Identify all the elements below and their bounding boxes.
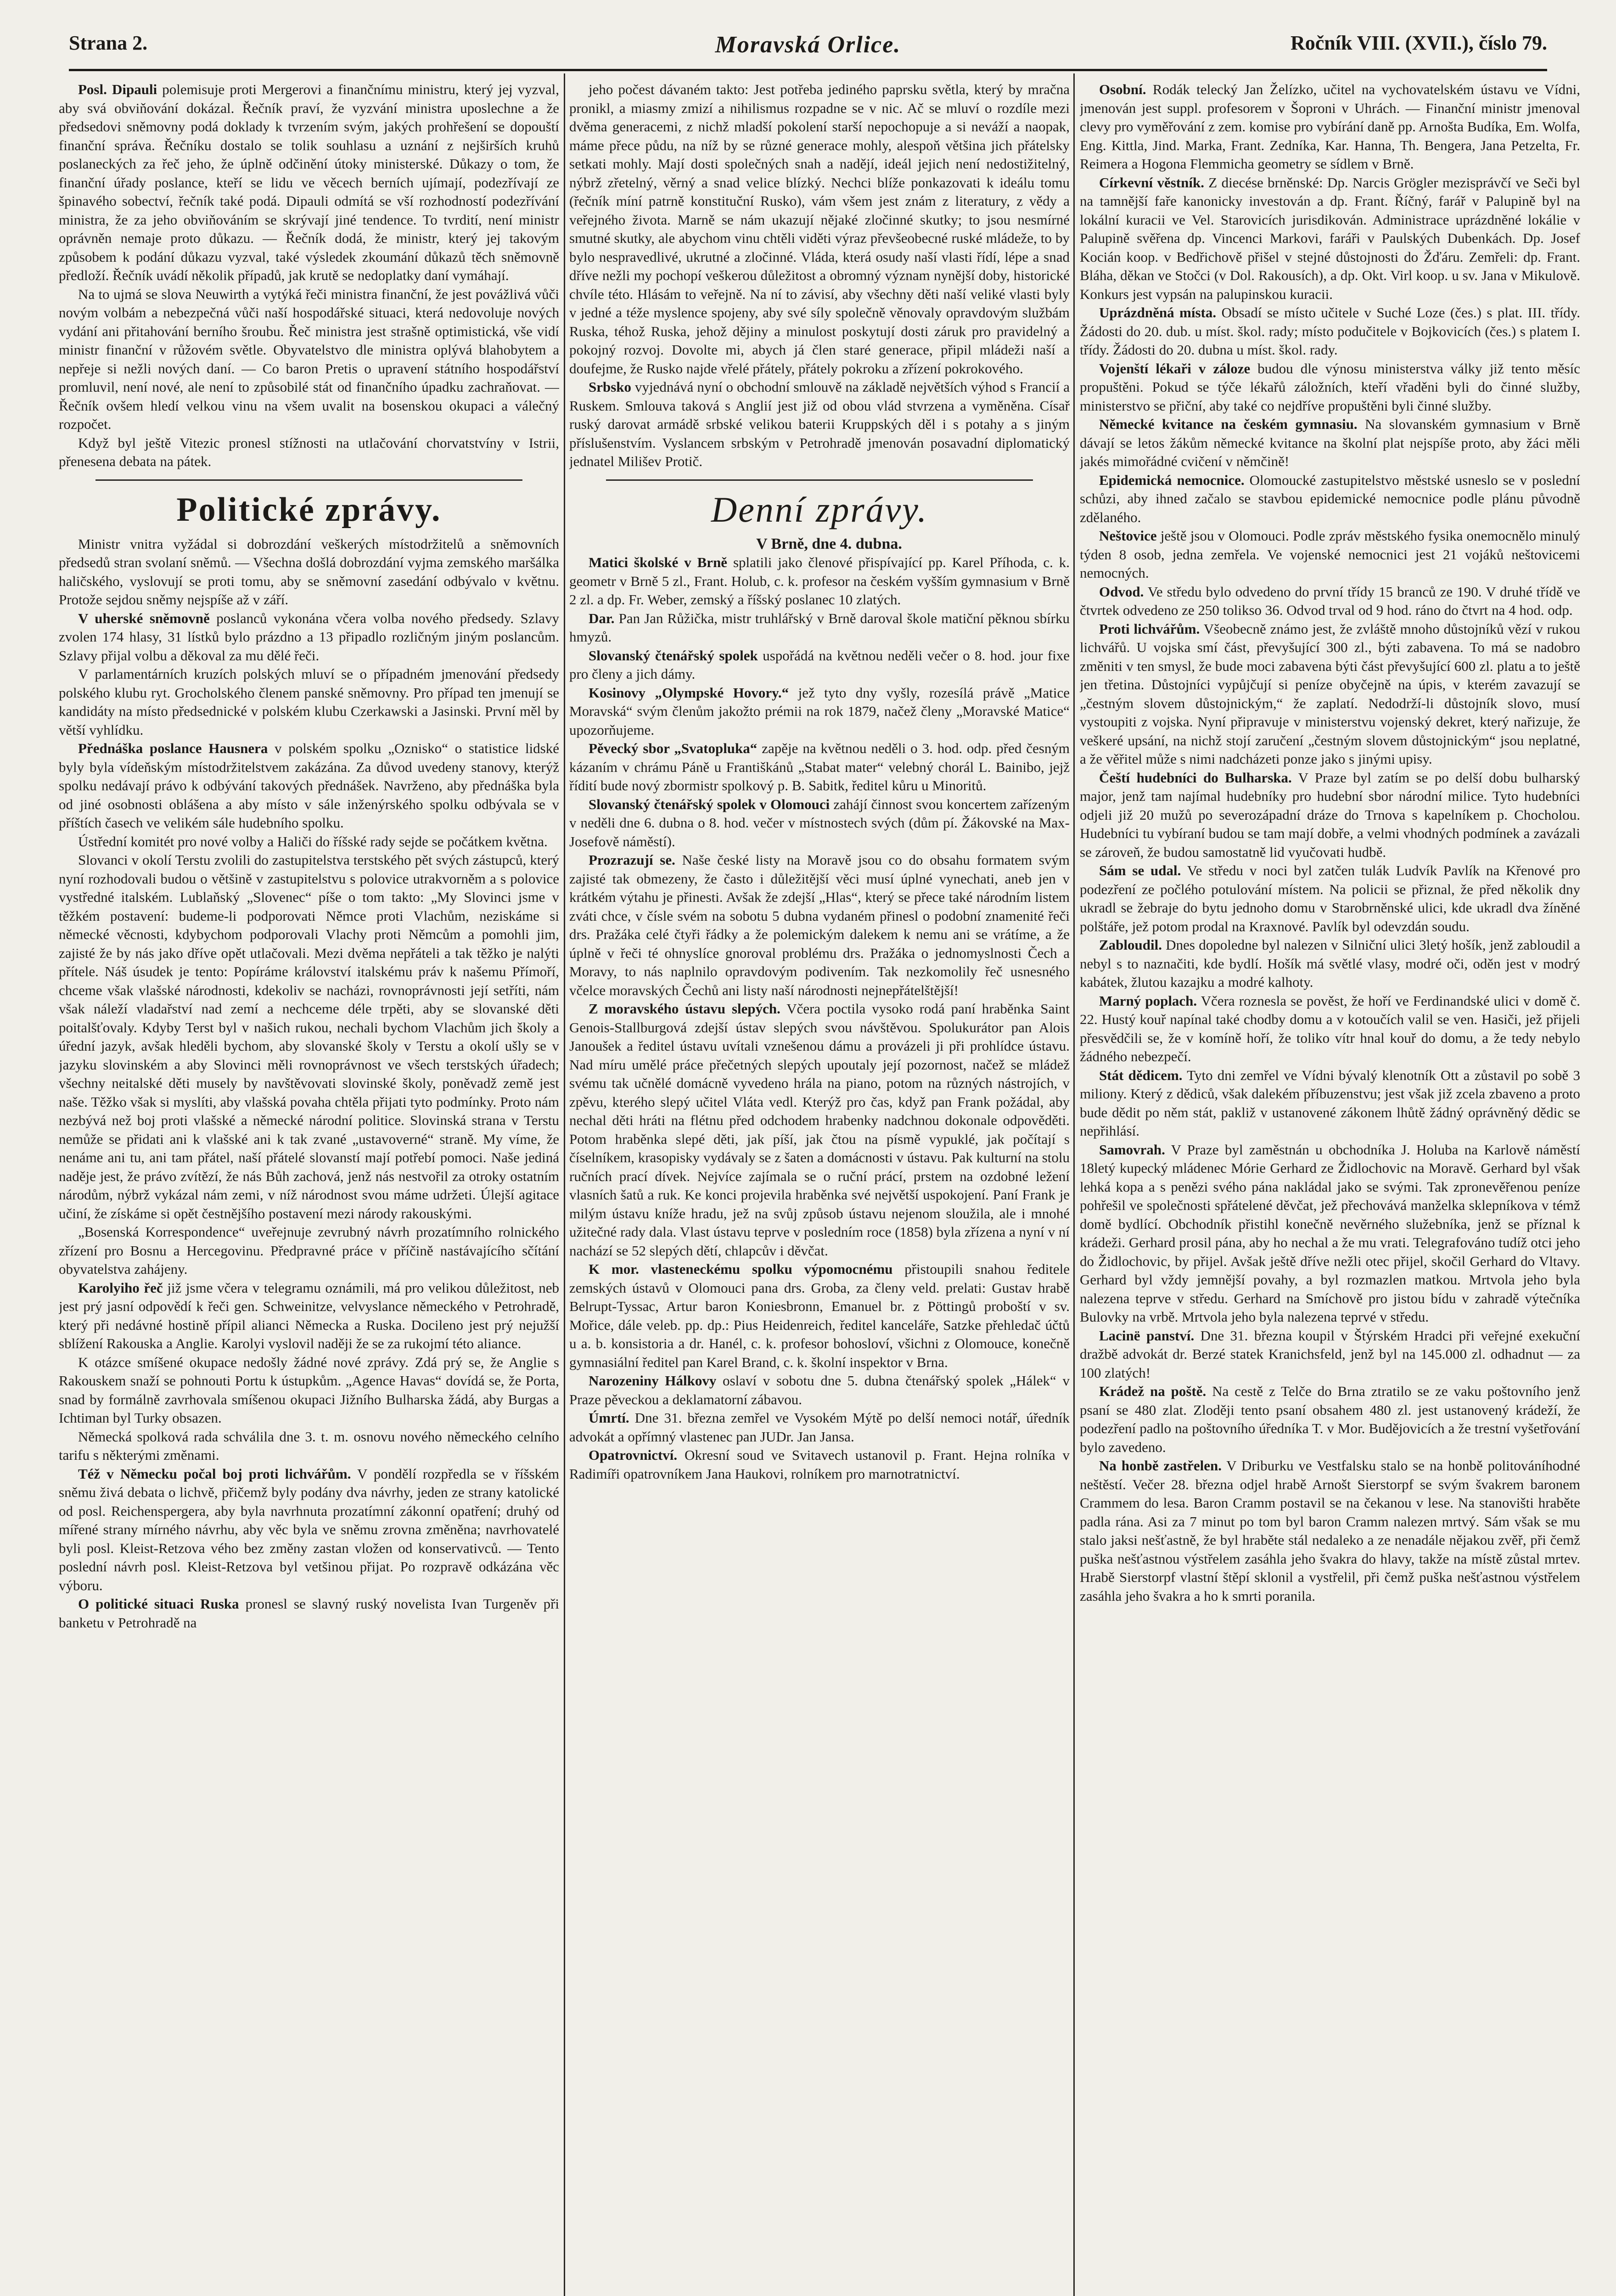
news-item: Epidemická nemocnice. Olomoucké zastupitelstvo městské usneslo se v poslední schůzi, aby ihned začalo se stavbou epidemické nemocnice podle plánu původně zdělaného. (1080, 472, 1580, 525)
news-item: K otázce smíšené okupace nedošly žádné nové zprávy. Zdá prý se, že Anglie s Rakouskem snaží se pohnouti Portu k ústupkům. „Agence Havas“ dovídá se, že Porta, snad by formálně zavrhovala smíšenou okupaci Jižního Bulharska žádá, aby Burgas a Ichtiman byl Turky obsazen. (59, 1354, 559, 1426)
news-item: Srbsko vyjednává nyní o obchodní smlouvě na základě největších výhod s Francií a Ruskem. Smlouva taková s Anglií jest již od obou vlád stvrzena a vyměněna. Císař ruský darovat armádě srbské velikou baterii Kruppských děl i s potahy a s jiným příslušenstvím. Vyslancem srbským v Petrohradě jmenován posavadní diplomatický jednatel Milišev Protič. (569, 379, 1070, 469)
header-rule (69, 69, 1547, 71)
news-item: Proti lichvářům. Všeobecně známo jest, že zvláště mnoho důstojníků vězí v rukou lichvářů. U vojska smí část, převyšující 300 zl., býti zabavena. To má se nadobro změniti v ten smysl, že bude moci zabavena býti část převyšující 600 zl. platu a to ještě jen třetina. Důstojníci vypůjčují si peníze obyčejně na úpis, v kterém zavazují se „čestným slovem důstojnickým,“ že zaplatí. Nedodrží-li důstojník slovo, musí vystoupiti z vojska. Nyní připravuje v ministerstvu vojenský dekret, který nařizuje, že veškeré upsání, na nichž stojí zaručení „čestným slovem důstojnickým“ jsou neplatné, a že věřitel může s nimi nadcházeti ponze jako s jinými upisy. (1080, 620, 1580, 767)
article-paragraph: Když byl ještě Vitezic pronesl stížnosti na utlačování chorvatstvíny v Istrii, přenesena debata na pátek. (59, 434, 559, 469)
section-rule (95, 479, 522, 481)
section-title: Denní zprávy. (711, 489, 928, 529)
volume-issue: Ročník VIII. (XVII.), číslo 79. (1290, 32, 1547, 54)
news-item: O politické situaci Ruska pronesl se slavný ruský novelista Ivan Turgeněv při banketu v Petrohradě na (59, 1596, 559, 1631)
news-item: „Bosenská Korrespondence“ uveřejnuje zevrubný návrh prozatímního rolnického zřízení pro Bosnu a Hercegovinu. Předpravné práce v příčině nastávajícího sčítání obyvatelstva zahájeny. (59, 1224, 559, 1277)
news-item: Uprázdněná místa. Obsadí se místo učitele v Suché Loze (čes.) s plat. III. třídy. Žádosti do 20. dub. u míst. škol. rady; místo podučitele v Bojkovicích (čes.) s platem I. třídy. Žádosti do 20. dubna u míst. škol. rady. (1080, 304, 1580, 358)
news-item: Německá spolková rada schválila dne 3. t. m. osnovu nového německého celního tarifu s některými změnami. (59, 1428, 559, 1463)
news-item: Slovanský čtenářský spolek v Olomouci zahájí činnost svou koncertem zařízeným v neděli dne 6. dubna o 8. hod. večer v místnostech svých (dům pí. Žákovské na Max-Josefově náměstí). (569, 796, 1070, 850)
news-item: Narozeniny Hálkovy oslaví v sobotu dne 5. dubna čtenářský spolek „Hálek“ v Praze pěveckou a deklamatorní zábavou. (569, 1373, 1070, 1407)
news-item: Krádež na poště. Na cestě z Telče do Brna ztratilo se ze vaku poštovního jenž psaní se 480 zlat. Zloději tento psaní obsahem 480 zl. jest ustanovený krádeží, že podezření padlo na poštovního úředníka T. v Mor. Budějovicích a že trestní vyšetřování bylo zavedeno. (1080, 1383, 1580, 1455)
news-item: Matici školské v Brně splatili jako členové přispívající pp. Karel Příhoda, c. k. geometr v Brně 5 zl., Frant. Holub, c. k. profesor na českém vyšším gymnasium v Brně 2 zl. a dp. Fr. Weber, zemský a říšský poslanec 10 zlatých. (569, 554, 1070, 608)
news-item: Čeští hudebníci do Bulharska. V Praze byl zatím se po delší dobu bulharský major, jenž tam najímal hudebníky pro hudební sbor národní milice. Tyto hudebníci odjeli již 20 mužů po severozápadní dráze do Trnova s kapelníkem p. Chocholou. Hudebníci tu vybíraní budou se tam mají dobře, a velmi vhodných podmínek a zavázali se zároveň, že budou samostatně lid vyučovati hudbě. (1080, 769, 1580, 860)
news-item: Slovanci v okolí Terstu zvolili do zastupitelstva terstského pět svých zástupců, který nyní rozhodovali budou o většině v zastupitelstvu s polovice utrakvorněm a s polovice vystředné italském. Lublaňský „Slovenec“ píše o tom takto: „My Slovinci jsme v těžkém postavení: budeme-li podporovati Němce proti Vlachům, neziskáme si německé věcnosti, kdybychom podporovali Vlachy proti Němcům a pomohli jim, zajisté že by nás jako dříve opět utlačovali. Mezi dvěma nepřáteli a tak těžko je nalýti přítele. Náš úsudek je tento: Popíráme království italskému práv k našemu Přímoří, chceme však vlašské národnosti, kdekoliv se nacházi, rovnoprávnosti její setříti, nám však náleží vladařství nad zemí a nechceme déle trpěti, aby se slovanské děti poitalšťovaly. Kdyby Terst byl v našich rukou, nechali bychom Vlachům jich školy a úřední jazyk, avšak hleděli bychom, aby slovanské školy v Terstu a okolí ušly se v jazyku slovinském a aby Slovinci měli rovnoprávnost ve všech terstských úřadech; všechny neitalské děti musely by navštěvovati slovinské školy, poněvadž země jest naše. Těžko však si myslíti, aby vlašská povaha chtěla přijati tyto podmínky. Proto nám nezbývá než boj proti vlašské a německé národní politice. Slovinská strana v Terstu nemůže se přidati ani k vlašské ani k tak zvané „ustavoverné“ straně. My víme, že nenáme ani tu, ani tam přátel, naší přátelé slovanstí mají potřebí pomoci. Naše jediná naděje jest, že právo zvítězí, že nás Bůh zachová, jenž nás nestvořil za otroky ostatním národům, nýbrž vykázal nám zemi, v níž národnost svou máme udržeti. Úlejší agitace učiní, že získáme si opět čestnějšího postavení mezi národy rakouskými. (59, 852, 559, 1221)
news-item: Karolyiho řeč již jsme včera v telegramu oznámili, má pro velikou důležitost, neb jest prý jasní odpovědí k řeči gen. Schweinitze, velvyslance německého v Petrohradě, který při nedávné hostině přípil alianci Německa a Ruska. Docileno jest prý nejužší sblížení Rakouska a Anglie. Karolyi vyslovil naději že se za rukojmí této aliance. (59, 1279, 559, 1351)
section-rule (606, 479, 1033, 481)
news-item: Marný poplach. Včera roznesla se pověst, že hoří ve Ferdinandské ulici v domě č. 22. Hustý kouř napínal také chodby domu a v kotoučích valil se ven. Hasiči, jež přijeli přesvědčili se, že v komíně hoří, že toliko vítr hnal kouř do domu, a že tedy nebylo žádného nebezpečí. (1080, 992, 1580, 1064)
column-3 (1080, 80, 1580, 2296)
news-item: Německé kvitance na českém gymnasiu. Na slovanském gymnasium v Brně dávají se letos žákům německé kvitance na školní plat nejspíše proto, aby žáci měli jakés mimořádné cvičení v němčině! (1080, 416, 1580, 469)
news-item: Sám se udal. Ve středu v noci byl zatčen tulák Ludvík Pavlík na Křenové pro podezření ze počlého potulování místem. Na policii se přiznal, že před několik dny ukradl se žebraje do bytu jednoho domu v Starobrněnské ulici, kde ukradl dva žíněné polštáře, jež potom prodal na Kraxnové. Pavlík byl odevzdán soudu. (1080, 862, 1580, 934)
news-item: Osobní. Rodák telecký Jan Želízko, učitel na vychovatelském ústavu ve Vídni, jmenován jest suppl. profesorem v Šoproni v Uhrách. — Finanční ministr jmenoval clevy pro vyměřování z zem. komise pro vybírání daně pp. Arnošta Budíka, Em. Wolfa, Eng. Kittla, Jind. Marka, Frant. Zedníka, Kar. Hanna, Th. Bengera, Jana Petzelta, Fr. Reimera a Hogona Flemmicha geometry se sídlem v Brně. (1080, 81, 1580, 172)
news-item: Dar. Pan Jan Růžička, mistr truhlářský v Brně daroval škole matiční pěknou sbírku hmyzů. (569, 610, 1070, 645)
news-item: Z moravského ústavu slepých. Včera poctila vysoko rodá paní hraběnka Saint Genois-Stallburgová zdejší ústav slepých svou návštěvou. Spolukurátor pan Alois Janoušek a ředitel ústavu uvítali vznešenou dámu a provázeli ji při prohlídce ústavu. Nad míru umělé práce přečetných slepých upoutaly její pozornost, načež se mládež svému tak učnělé domácně vyvedeno hrála na piano, potom na různých nástrojích, v zpěvu, kterého slepý učitel Vláta vedl. Kterýž pro čas, když pan Frank požádal, aby nechal děti hráti na flétnu před odchodem hrabenky nadchnou dokonale odpověděti. Potom hraběnka slepé děti, jak píší, jak čtou na písmě vypuklé, jak počítají s číselníkem, krasopisky vydávaly se z šaten a domácnosti v ústavu. Pak kulturní na stolu ručních prací dívek. Nejvíce zajímala se o ruční prácí, prstem na ozdobné ležení vlasních šatů a ruk. Ke konci projevila hraběnka své největší uspokojení. Paní Frank je milým ústavu kníže hradu, jež na svůj způsob ústavu nejenom sloužila, ale i mnohé užitečné rady dala. Vlast ústavu teprve v posledním roce (1858) byla zřízena a nyní v ní nachází se 52 slepých dětí, chlapcův i děvčat. (569, 1001, 1070, 1259)
news-item: V parlamentárních kruzích polských mluví se o případném jmenování předsedy polského klubu ryt. Grocholského členem panské sněmovny. Pro případ ten jmenují se kandidáty na místo předsednické v polském klubu Czerkawski a Jasinski. První měl by větší vyhlídku. (59, 666, 559, 738)
article-paragraph: Posl. Dipauli polemisuje proti Mergerovi a finančnímu ministru, který jej vyzval, aby svá obviňování dokázal. Řečník praví, že vyzvání ministra uposlechne a že předsedovi sněmovny podá doklady k tvrzením svým, jakých prohřešení se dopouští finanční správa. Řečníku dostalo se tolik souhlasu a uznání z nejširších kruhů poslaneckých za řeč jeho, že úplně odčinění útoky ministerské. Důkazy o tom, že finanční úřady poslance, kteří se lidu ve věcech berních ujímají, podezřívají ze špinavého sobectví, řečník také podá. Dipauli odmítá se vší rozhodností podezřívání ministra, že za jeho obviňováním se skrývají jiné tendence. To tvrdití, není ministr oprávněn nemaje proto důkazu. — Řečník dodá, že ministr, který jej takovým způsobem k podání důkazu vyzval, také výsledek zkoumání důkazů těch sněmovně předloží. Řečník uvádí několik případů, jak krutě se nedoplatky daní vymáhají. (59, 81, 559, 283)
news-item: Samovrah. V Praze byl zaměstnán u obchodníka J. Holuba na Karlově náměstí 18letý kupecký mládenec Mórie Gerhard ze Židlochovic na Moravě. Gerhard byl však lehká kopa a s penězi svého pána nakládal jako se svými. Tak zpronevěřenou peníze pohřešil ve společnosti spřátelené děvčat, jež přechovává manželka sklepníkova v témž domě bydlící. Obchodník přistihl konečně nevěrného služebníka, jenž se příznal k krádeži. Gerhard prosil pána, aby ho nechal a že mu vrati. Telegrafováno tudíž otci jeho do Židlochovic, by přijel. Avšak ještě dříve nežli otec přijel, skočil Gerhard do Vltavy. Gerhard byl vždy jemnější povahy, a byl rozmazlen matkou. Mrtvola jeho byla nalezena teprve v středu. Gerhard na Smíchově pro jistou bídu v zahradě výtečníka Bulovky na vrbě. Mrtvola jeho byla nalezena teprvé v středu. (1080, 1141, 1580, 1325)
news-item: V uherské sněmovně poslanců vykonána včera volba nového předsedy. Szlavy zvolen 174 hlasy, 31 lístků bylo prázdno a 13 připadlo rozličným jiným poslancům. Szlavy přijal volbu a děkoval za mu dělé řeči. (59, 610, 559, 664)
news-item: Opatrovnictví. Okresní soud ve Svitavech ustanovil p. Frant. Hejna rolníka v Radimíři opatrovníkem Jana Haukovi, rolníkem pro marnotratnictví. (569, 1447, 1070, 1482)
news-item: Též v Německu počal boj proti lichvářům. V pondělí rozpředla se v říšském sněmu živá debata o lichvě, přičemž byly podány dva návrhy, jeden ze strany katolické od posl. Reichenspergera, aby byla navrhnuta prozatímní zákonní opatření; druhý od mířené strany mírného návrhu, aby věc byla ve sněmu zrovna změněna; navrhovatelé byli posl. Kleist-Retzova vého bez změny zastan vložen od konservativců. — Tento poslední návrh posl. Kleist-Retzova byl vetšinou přijat. Po rozpravě odkázána věc výboru. (59, 1465, 559, 1593)
news-item: Na honbě zastřelen. V Driburku ve Vestfalsku stalo se na honbě politováníhodné neštěstí. Večer 28. března odjel hrabě Arnošt Sierstorpf se svým švakrem baronem Crammem do lesa. Baron Cramm postavil se na čekanou v lese. Na stanovišti hraběte padla rána. Asi za 7 minut po tom byl baron Cramm nalezen mrtvý. Sám však se mu stalo jaksi nešťastně, že byl hraběte stál nedaleko a ze nenadále nějakou zvěř, při čemž puška nešťastnou výstřelem zasáhla jeho švakra do hlavy, takže na místě zůstal mrtev. Hrabě Sierstorpf vlastní štěpí sklonil a vystřelil, při čemž puška nešťastnou výstřelem zasáhla jeho švakra a ho k smrti poranila. (1080, 1458, 1580, 1604)
news-item: Slovanský čtenářský spolek uspořádá na květnou neděli večer o 8. hod. jour fixe pro členy a jich dámy. (569, 647, 1070, 682)
news-item: Úmrtí. Dne 31. března zemřel ve Vysokém Mýtě po delší nemoci notář, úředník advokát a opřímný vlastenec pan JUDr. Jan Jansa. (569, 1410, 1070, 1445)
article-paragraph: Na to ujmá se slova Neuwirth a vytýká řeči ministra finanční, že jest povážlivá vůči novým volbám a nebezpečná vůči naší hospodářské situaci, která nedovoluje nových vydání ani přitahování berního šroubu. Řeč ministra jest strašně optimistická, vše vidí ministr finanční v růžovém světle. Obyvatelstvo dle ministra oplývá blahobytem a nepřeje si nežli nových daní. — Co baron Pretis o upravení státního hospodářství promluvil, není nové, ale není to způsobilé stát od finančního úpadku zachraňovat. — Řečník ovšem hledí velkou vinu na všem uvalit na bosenskou okupaci a válečný rozpočet. (59, 286, 559, 432)
column-divider (564, 73, 565, 2296)
news-item: Vojenští lékaři v záloze budou dle výnosu ministerstva války již tento měsíc propuštěni. Pokud se týče lékařů záložních, kteří vřaděni byli do činné služby, ministerstvo se přiční, aby také co nejdříve propuštěni byli činné služby. (1080, 360, 1580, 414)
news-item: Lacinё panství. Dne 31. března koupil v Štýrském Hradci při veřejné exekuční dražbě advokát dr. Berzé statek Kranichsfeld, jenž byl na 145.000 zl. odhadnut — za 100 zlatých! (1080, 1327, 1580, 1381)
masthead-title: Moravská Orlice. (715, 32, 901, 58)
section-title: Politické zprávy. (176, 490, 442, 529)
news-item: Prozrazují se. Naše české listy na Moravě jsou co do obsahu formatem svým zajisté tak obmezeny, že často i důležitější věci musí úplné vynechati, aneb jen v krátkém výtahu je přinesti. Avšak že zdejší „Hlas“, který se přece také národním listem zváti chce, v čísle svém na sobotu 5 dubna vydaném přinesl o podobní znamenité řeči drs. Pražáka celé čtyři řádky a že polemickým dalekem k nemu ani se vrátíme, a že úplně v řeči té ohnyslíce gnoroval problému drs. Pražáka o jednomyslnosti Čech a Moravy, to nás naplnilo opravdovým podivením. Tak nezkomolily řeč usnesného včelce moravských Čechů ani listy naší národnosti nejnepřátelštější! (569, 852, 1070, 998)
article-paragraph: jeho počest dávaném takto: Jest potřeba jediného paprsku světla, který by mračna pronikl, a miasmy zmizí a nihilismus rozpadne se v nic. Ač se mluví o rozdíle mezi dvěma generacemi, z nichž mladší pokolení starší nepochopuje a si neváží a naopak, máme přece půdu, na níž by se různé generace mohly, alespoň většina jich přátelsky setkati mohly. Mají dosti společných snah a nadějí, ideál jejich není nedostižitelný, nýbrž zřetelný, věrný a snad velice blízký. Nechci blíže ponkazovati k ideálu tomu (řečník míní patrně konstituční Rusko), vám všem jest znám z literatury, z vědy a veřejného života. Marně se nám ukazují nějaké zločinné skutky; to jsou nesmírné smutné skutky, ale abychom vinu chtěli viděti výraz převšeobecné ruské mládeže, to by bylo nespravedlivé, ukrutné a zločinné. Vláda, která osudy naší vlasti řídí, lépe a snad dříve nežli my pochopí veškerou důležitost a obromný význam nynější doby, historické chvíle této. Hlásám to veřejně. Na ní to závisí, aby všechny děti naší veliké vlasti byly v jedné a téže myslence spojeny, aby své síly společně věnovaly opravdovým službám Ruska, téhož Ruska, jehož dějiny a minulost poskytují dosti záruk pro pravidelný a pokojný rozvoj. Dovolte mi, abych já člen staré generace, připil mládeži naší a doufejme, že Rusko najde vřelé přátely, přátely pokroku a zřízení pokrokového. (569, 81, 1070, 377)
news-item: Odvod. Ve středu bylo odvedeno do první třídy 15 branců ze 190. V druhé třídě ve čtvrtek odvedeno ze 250 tolikso 36. Odvod trval od 9 hod. ráno do čtvrt na 4 hod. odp. (1080, 583, 1580, 618)
news-item: Kosinovy „Olympské Hovory.“ jež tyto dny vyšly, rozesílá právě „Matice Moravská“ svým členům jakožto prémii na rok 1879, načež členy „Moravské Matice“ upozorňujeme. (569, 684, 1070, 738)
news-item: Zabloudil. Dnes dopoledne byl nalezen v Silniční ulici 3letý hošík, jenž zabloudil a nebyl s to naznačiti, kde bydlí. Hošík má světlé vlasy, modré oči, oděn jest v modrý kabátek, žlutou kazajku a modré kalhoty. (1080, 937, 1580, 990)
page-header (69, 31, 1547, 73)
column-divider (1073, 73, 1075, 2296)
column-1 (59, 80, 559, 2296)
news-item: Přednáška poslance Hausnera v polském spolku „Oznisko“ o statistice lidské byly byla vídeňským místodržitelstvem zakázána. Za důvod uvedeny stanovy, kterýž spolku nedávají právo k odbývání takových přednášek. Navrženo, aby přednáška byla od jiné osobnosti oblášena a aby místo v sále inženýrského spolku odbývala se v příštích časech ve velikém sále hudebního spolku. (59, 740, 559, 831)
news-item: Ministr vnitra vyžádal si dobrozdání veškerých místodržitelů a sněmovních předsedů stran svolaní sněmů. — Všechna došlá dobrozdání vyjma zemského maršálka haličského, vyslovují se proti tomu, aby se sněmovní zasedání odbývalo v květnu. Protože sejdou sněmy nejspíše až v září. (59, 535, 559, 608)
column-2 (569, 80, 1070, 2296)
news-item: Stát dědicem. Tyto dni zemřel ve Vídni bývalý klenotník Ott a zůstavil po sobě 3 miliony. Který z dědiců, však dalekém příbuzenstvu; jest však již zcela zbaveno a proto bude dědit po něm stát, pakliž v ustanovené zákonem lhůtě žádný oprávněný dědic se nepřihlásí. (1080, 1067, 1580, 1139)
news-item: Ústřední komitét pro nové volby a Haliči do říšské rady sejde se počátkem května. (78, 833, 548, 850)
news-item: Církevní věstník. Z diecése brněnské: Dp. Narcis Grögler mezisprávčí ve Seči byl na tamnější faře kanonicky investován a dp. Frant. Říčný, farář v Palupině byl na lokální kuracii ve Vel. Starovicích jurisdikován. Administrace uprázdněné lokálie v Palupině svěřena dp. Vincenci Markovi, faráři v Paulských Dubenkách. Dp. Josef Kocián koop. v Bedřichově přišel v stejné důstojnosti do Žďáru. Zemřeli: dp. Frant. Bláha, děkan ve Stočci (v Dol. Rakousích), a dp. Okt. Virl koop. u sv. Jana v Mikulově. Konkurs jest vypsán na palupinskou kuracii. (1080, 174, 1580, 302)
news-item: Neštovice ještě jsou v Olomouci. Podle zpráv městského fysika onemocnělo minulý týden 8 osob, jedna zemřela. Ve vojenské nemocnici jest 21 vojáků neštovicemi nemocných. (1080, 528, 1580, 581)
news-item: K mor. vlasteneckému spolku výpomocnému přistoupili snahou ředitele zemských ústavů v Olomouci pana drs. Groba, za členy veld. prelati: Gustav hrabě Belrupt-Tyssac, Artur baron Koniesbronn, Emanuel br. z Pöttingů proboští v sv. Mořice, dále veleb. pp. dp.: Pius Heidenreich, ředitel kanceláře, Satzke přehledač účtů u a. b. konsistoria a dr. Hanél, c. k. profesor bohosloví, všichni z Olomouce, konečně gymnasiální ředitel pan Karel Brand, c. k. školní inspektor v Brna. (569, 1261, 1070, 1370)
page-number: Strana 2. (69, 32, 148, 54)
news-item: Pěvecký sbor „Svatopluka“ zapěje na květnou neděli o 3. hod. odp. před česným kázaním v chrámu Páně u Františkánů „Stabat mater“ velebný chorál L. Bainibo, jejž řídití bude nový zbormistr spolkový p. B. Sabitk, ředitel kůru u Minoritů. (569, 740, 1070, 793)
dateline: V Brně, dne 4. dubna. (756, 535, 902, 552)
